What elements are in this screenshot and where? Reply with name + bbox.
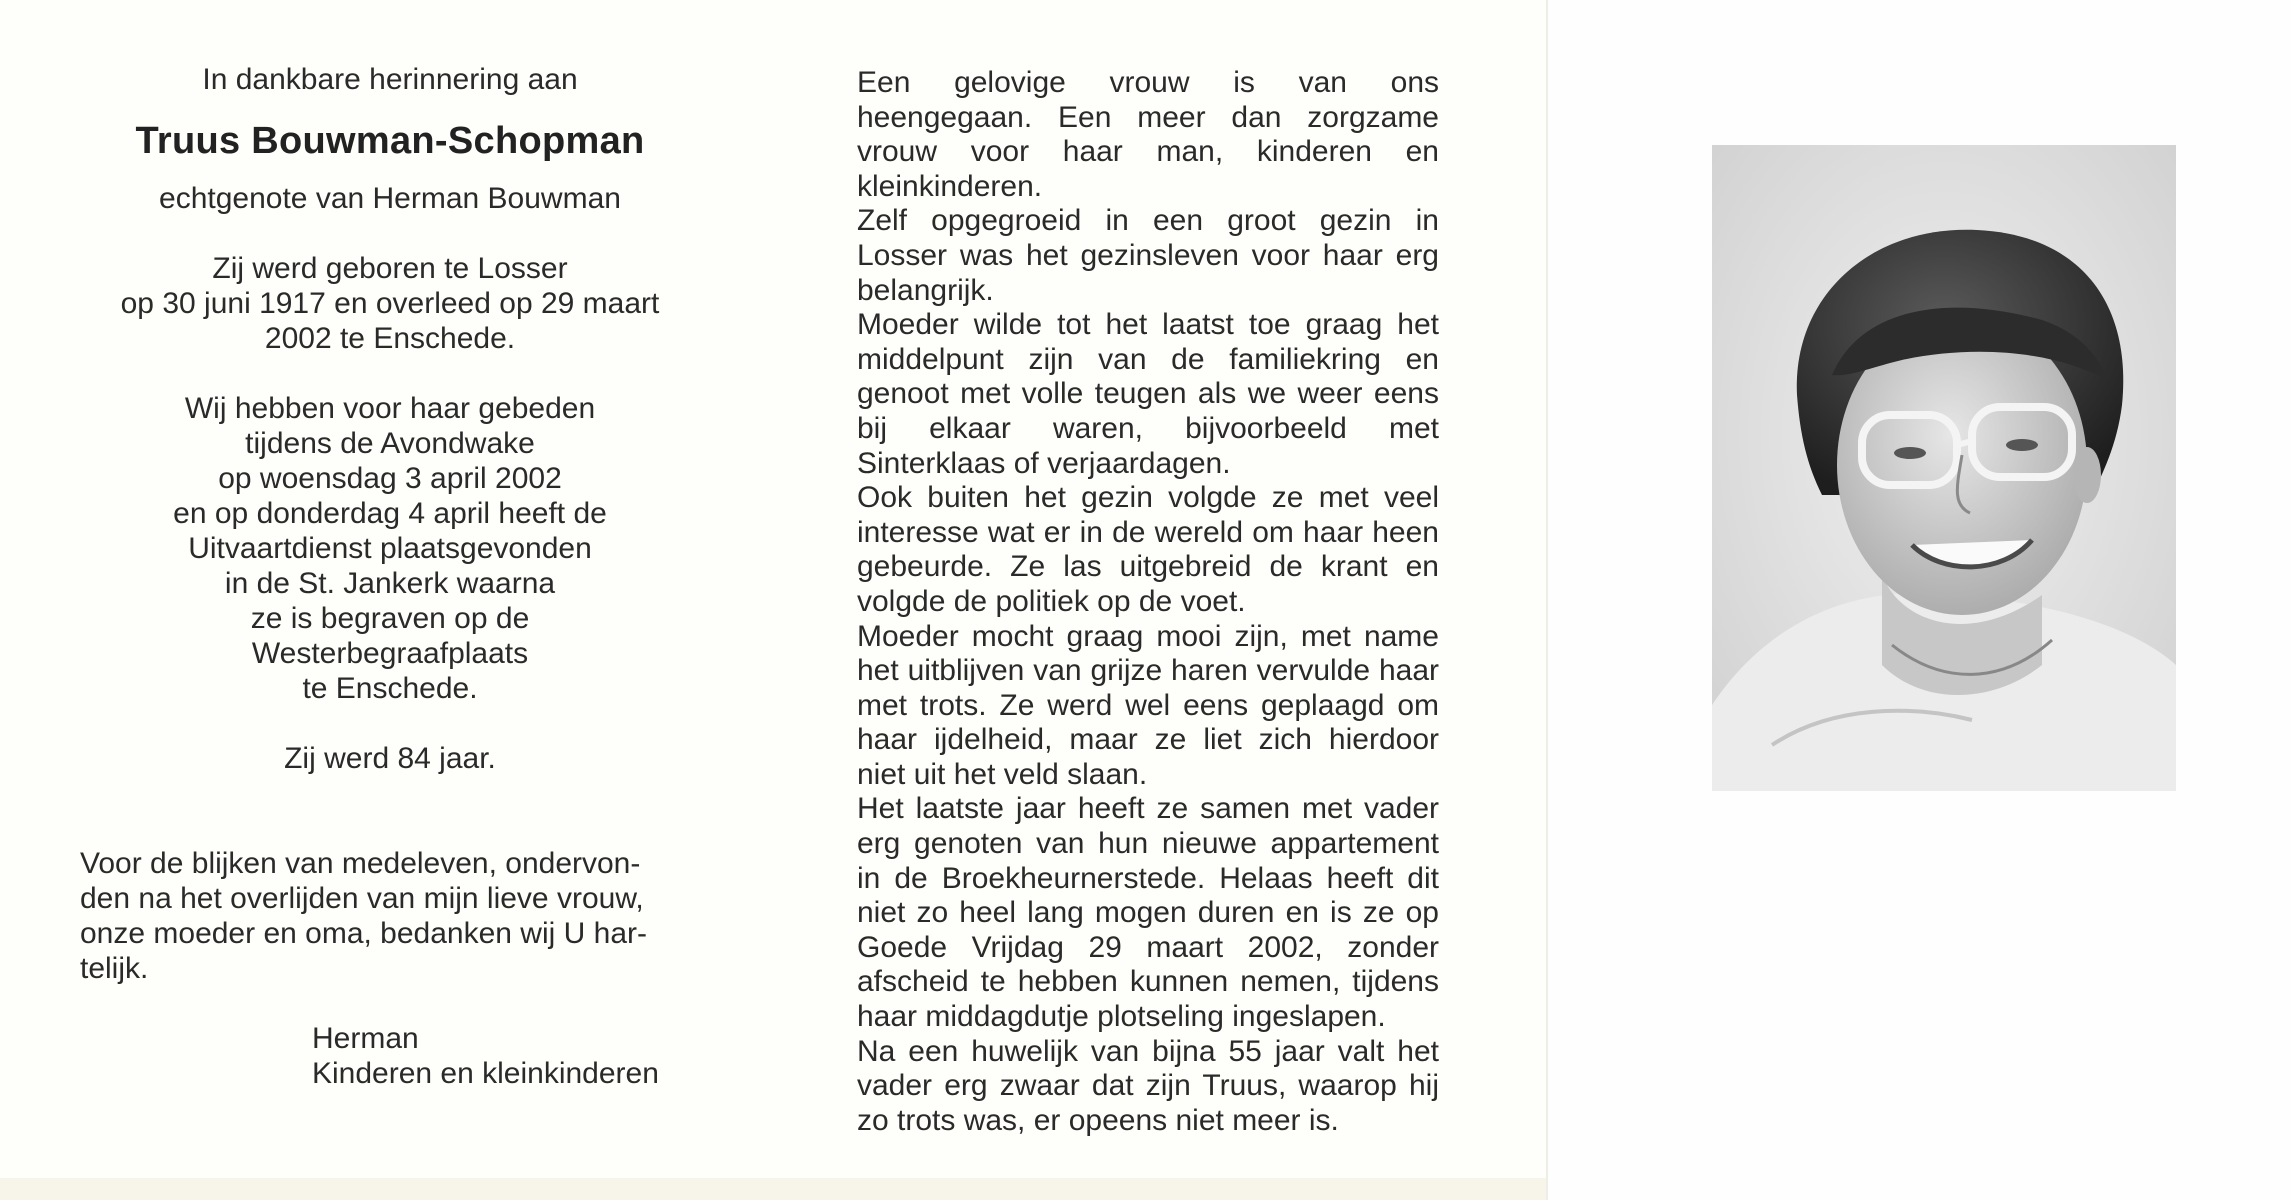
- deceased-name: Truus Bouwman-Schopman: [135, 120, 645, 162]
- thanks-line: telijk.: [80, 952, 149, 985]
- thanks-line: Voor de blijken van medeleven, ondervon-: [80, 847, 641, 880]
- service-line: in de St. Jankerk waarna: [224, 567, 556, 600]
- tribute-paragraph: Zelf opgegroeid in een groot gezin in Losser was het gezinsleven voor haar erg belangrijk.: [857, 204, 1439, 307]
- birth-death-block: [80, 251, 700, 356]
- tribute-paragraph: Moeder mocht graag mooi zijn, met name het uitblijven van grijze haren vervulde haar met trots. Ze werd wel eens geplaagd om haar ijdelheid, maar ze liet zich hierdoor niet uit het veld slaan.: [857, 619, 1439, 791]
- service-line: Uitvaartdienst plaatsgevonden: [188, 532, 592, 565]
- card-edge: [0, 1178, 1546, 1200]
- tribute-paragraph: Het laatste jaar heeft ze samen met vader erg genoten van hun nieuwe appartement in de Broekheurnerstede. Helaas heeft dit niet zo heel lang mogen duren en is ze op Goede Vrijdag 29 maart 2002, zonder afscheid te hebben kunnen nemen, tijdens haar middagdutje plotseling ingeslapen.: [857, 792, 1439, 1034]
- service-block: [80, 391, 700, 706]
- service-line: te Enschede.: [302, 672, 478, 705]
- signature-block: [80, 1021, 700, 1091]
- age-line: Zij werd 84 jaar.: [284, 742, 496, 775]
- tribute-paragraph: Moeder wilde tot het laatst toe graag het middelpunt zijn van de familiekring en genoot met volle teugen als we weer eens bij elkaar waren, bijvoorbeeld met Sinterklaas of verjaardagen.: [857, 308, 1439, 480]
- service-line: Westerbegraafplaats: [251, 637, 529, 670]
- age-block: [80, 741, 700, 776]
- birth-line: op 30 juni 1917 en overleed op 29 maart: [120, 287, 660, 320]
- tribute-paragraph: Na een huwelijk van bijna 55 jaar valt het vader erg zwaar dat zijn Truus, waarop hij zo trots was, er opeens niet meer is.: [857, 1034, 1439, 1137]
- left-column: [80, 62, 700, 1091]
- service-line: Wij hebben voor haar gebeden: [184, 392, 596, 425]
- thanks-block: [80, 846, 700, 986]
- spouse-line: echtgenote van Herman Bouwman: [159, 182, 621, 215]
- thanks-line: onze moeder en oma, bedanken wij U har-: [80, 917, 647, 950]
- portrait-photo-icon: [1712, 145, 2176, 791]
- thanks-line: den na het overlijden van mijn lieve vrouw,: [80, 882, 644, 915]
- signature-line: Herman: [312, 1022, 419, 1055]
- tribute-paragraph: Ook buiten het gezin volgde ze met veel interesse wat er in de wereld om haar heen gebeurde. Ze las uitgebreid de krant en volgde de politiek op de voet.: [857, 481, 1439, 618]
- signature-line: Kinderen en kleinkinderen: [312, 1057, 659, 1090]
- birth-line: Zij werd geboren te Losser: [212, 252, 568, 285]
- intro-text: In dankbare herinnering aan: [202, 63, 578, 96]
- tribute-column: [857, 66, 1439, 1138]
- service-line: op woensdag 3 april 2002: [218, 462, 562, 495]
- service-line: en op donderdag 4 april heeft de: [173, 497, 607, 530]
- service-line: tijdens de Avondwake: [245, 427, 535, 460]
- tribute-paragraph: Een gelovige vrouw is van ons heengegaan. Een meer dan zorgzame vrouw voor haar man, kinderen en kleinkinderen.: [857, 66, 1439, 203]
- service-line: ze is begraven op de: [250, 602, 530, 635]
- birth-line: 2002 te Enschede.: [264, 322, 516, 355]
